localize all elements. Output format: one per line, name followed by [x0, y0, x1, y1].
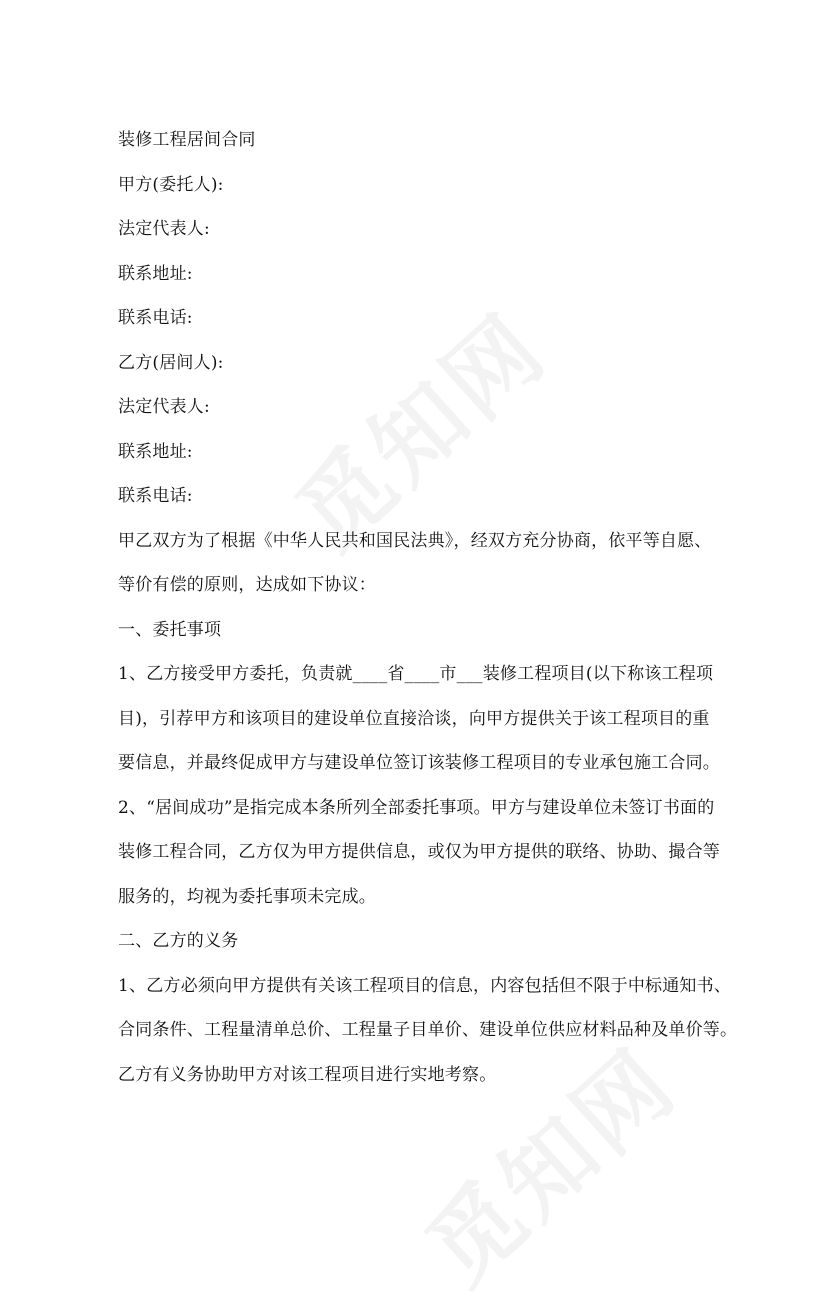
section-2-item-1-line-2: 合同条件、工程量清单总价、工程量子目单价、建设单位供应材料品种及单价等。 — [118, 1020, 738, 1040]
party-a-address: 联系地址: — [118, 263, 193, 284]
section-1-item-1-line-1: 1、乙方接受甲方委托，负责就____省____市___装修工程项目(以下称该工程项 — [118, 664, 714, 684]
party-b-address: 联系地址: — [118, 441, 193, 462]
section-1-item-2-line-1: 2、“居间成功”是指完成本条所列全部委托事项。甲方与建设单位未签订书面的 — [118, 797, 715, 818]
party-a-label: 甲方(委托人): — [118, 174, 224, 195]
section-1-item-1-line-3: 要信息，并最终促成甲方与建设单位签订该装修工程项目的专业承包施工合同。 — [118, 753, 720, 773]
intro-paragraph-line-2: 等价有偿的原则，达成如下协议： — [118, 575, 376, 595]
section-2-heading: 二、乙方的义务 — [118, 931, 239, 951]
party-a-phone: 联系电话: — [118, 308, 193, 328]
section-1-item-2-line-2: 装修工程合同，乙方仅为甲方提供信息，或仅为甲方提供的联络、协助、撮合等 — [118, 842, 720, 862]
section-1-item-2-line-3: 服务的，均视为委托事项未完成。 — [118, 886, 376, 907]
intro-paragraph-line-1: 甲乙双方为了根据《中华人民共和国民法典》，经双方充分协商，依平等自愿、 — [118, 530, 712, 551]
section-2-item-1-line-1: 1、乙方必须向甲方提供有关该工程项目的信息，内容包括但不限于中标通知书、 — [118, 975, 732, 996]
section-2-item-1-line-3: 乙方有义务协助甲方对该工程项目进行实地考察。 — [118, 1064, 497, 1085]
party-b-representative: 法定代表人: — [118, 397, 210, 417]
party-b-phone: 联系电话: — [118, 486, 193, 506]
document-title: 装修工程居间合同 — [118, 130, 256, 150]
section-1-item-1-line-2: 目)，引荐甲方和该项目的建设单位直接洽谈，向甲方提供关于该工程项目的重 — [118, 708, 710, 729]
party-a-representative: 法定代表人: — [118, 219, 210, 239]
section-1-heading: 一、委托事项 — [118, 619, 222, 640]
party-b-label: 乙方(居间人): — [118, 352, 224, 373]
